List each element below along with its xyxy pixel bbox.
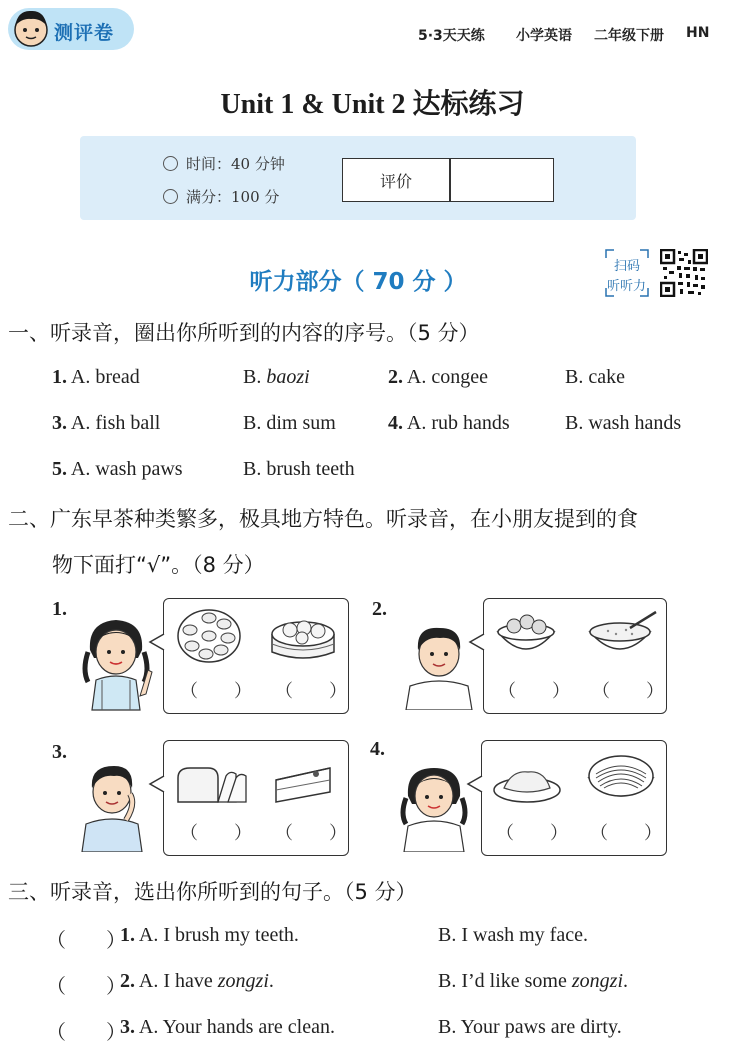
panel1-number: 1. xyxy=(52,598,67,620)
section2-heading-line1: 二、广东早茶种类繁多，极具地方特色。听录音，在小朋友提到的食 xyxy=(8,507,638,531)
panel2-blank-b[interactable]: （ ） xyxy=(592,681,664,702)
evaluation-label: 评价 xyxy=(379,172,412,191)
page-title: Unit 1 & Unit 2 达标练习 xyxy=(220,89,525,120)
evaluation-box xyxy=(342,158,554,202)
s3-row2-option-a[interactable]: 2. A. I have zongzi. xyxy=(120,970,274,992)
bubble-tail xyxy=(148,774,166,794)
panel4-number: 4. xyxy=(370,738,385,760)
noodle-bowl-icon xyxy=(586,752,656,808)
s3-row3-option-a[interactable]: 3. A. Your hands are clean. xyxy=(120,1016,335,1038)
boy-icon xyxy=(400,620,478,710)
s3-row3-answer-blank[interactable]: （ ） xyxy=(46,1022,126,1044)
s1-item1-a[interactable]: 1. A. bread xyxy=(52,366,140,388)
s1-item5-b[interactable]: B. brush teeth xyxy=(243,458,355,480)
panel1-blank-b[interactable]: （ ） xyxy=(275,681,347,702)
s3-row1-option-a[interactable]: 1. A. I brush my teeth. xyxy=(120,924,299,946)
listening-section-title: 听力部分（ 70 分 ） xyxy=(249,269,467,295)
s3-row3-option-b[interactable]: B. Your paws are dirty. xyxy=(438,1016,622,1038)
s1-item1-b[interactable]: B. baozi xyxy=(243,366,310,388)
panel3-blank-b[interactable]: （ ） xyxy=(275,823,347,844)
bubble-tail xyxy=(466,774,484,794)
edition-code: HN xyxy=(686,25,710,41)
series-name: 5·3天天练 xyxy=(418,28,485,44)
s3-row1-answer-blank[interactable]: （ ） xyxy=(46,930,126,952)
time-text: 时间：40 分钟 xyxy=(186,155,285,173)
grade-name: 二年级下册 xyxy=(594,28,664,44)
scan-line1: 扫码 xyxy=(614,259,641,274)
s1-item4-b[interactable]: B. wash hands xyxy=(565,412,682,434)
thinking-boy-icon xyxy=(76,760,156,852)
s1-item3-b[interactable]: B. dim sum xyxy=(243,412,336,434)
s3-row2-option-b[interactable]: B. I’d like some zongzi. xyxy=(438,970,628,992)
s1-item3-a[interactable]: 3. A. fish ball xyxy=(52,412,161,434)
fried-rice-plate-icon xyxy=(492,764,562,804)
student-avatar-icon xyxy=(10,6,52,50)
subject-name: 小学英语 xyxy=(516,28,572,44)
badge-label: 测评卷 xyxy=(54,22,115,44)
section1-heading: 一、听录音，圈出你所听到的内容的序号。（5 分） xyxy=(8,321,480,345)
panel4-blank-b[interactable]: （ ） xyxy=(590,823,662,844)
panel4-blank-a[interactable]: （ ） xyxy=(496,823,568,844)
panel3-blank-a[interactable]: （ ） xyxy=(180,823,252,844)
s3-row2-answer-blank[interactable]: （ ） xyxy=(46,976,126,998)
sliced-bread-icon xyxy=(174,762,250,806)
panel2-number: 2. xyxy=(372,598,387,620)
bamboo-steamer-buns-icon xyxy=(268,608,338,664)
girl-icon xyxy=(396,760,472,852)
timer-icon xyxy=(163,156,178,171)
s1-item4-a[interactable]: 4. A. rub hands xyxy=(388,412,510,434)
score-row xyxy=(163,186,279,207)
fish-ball-bowl-icon xyxy=(494,610,558,662)
s3-row1-option-b[interactable]: B. I wash my face. xyxy=(438,924,588,946)
bubble-tail xyxy=(468,632,486,652)
section2-heading-line2: 物下面打“√”。（8 分） xyxy=(52,553,265,577)
panel3-number: 3. xyxy=(52,741,67,763)
bubble-tail xyxy=(148,632,166,652)
steamed-dumpling-plate-icon xyxy=(176,608,242,664)
qr-code-icon[interactable] xyxy=(660,249,708,297)
scan-line2: 听听力 xyxy=(607,279,647,294)
s1-item2-a[interactable]: 2. A. congee xyxy=(388,366,488,388)
score-text: 满分：100 分 xyxy=(186,188,280,206)
cake-slice-icon xyxy=(272,762,336,806)
check-circle-icon xyxy=(163,189,178,204)
congee-bowl-icon xyxy=(586,608,660,662)
scan-label xyxy=(604,248,650,298)
evaluation-divider xyxy=(449,159,451,201)
panel2-blank-a[interactable]: （ ） xyxy=(498,681,570,702)
panel1-blank-a[interactable]: （ ） xyxy=(180,681,252,702)
s1-item5-a[interactable]: 5. A. wash paws xyxy=(52,458,183,480)
s1-item2-b[interactable]: B. cake xyxy=(565,366,625,388)
girl-pigtails-icon xyxy=(78,610,156,712)
time-row xyxy=(163,153,285,174)
section3-heading: 三、听录音，选出你所听到的句子。（5 分） xyxy=(8,880,417,904)
